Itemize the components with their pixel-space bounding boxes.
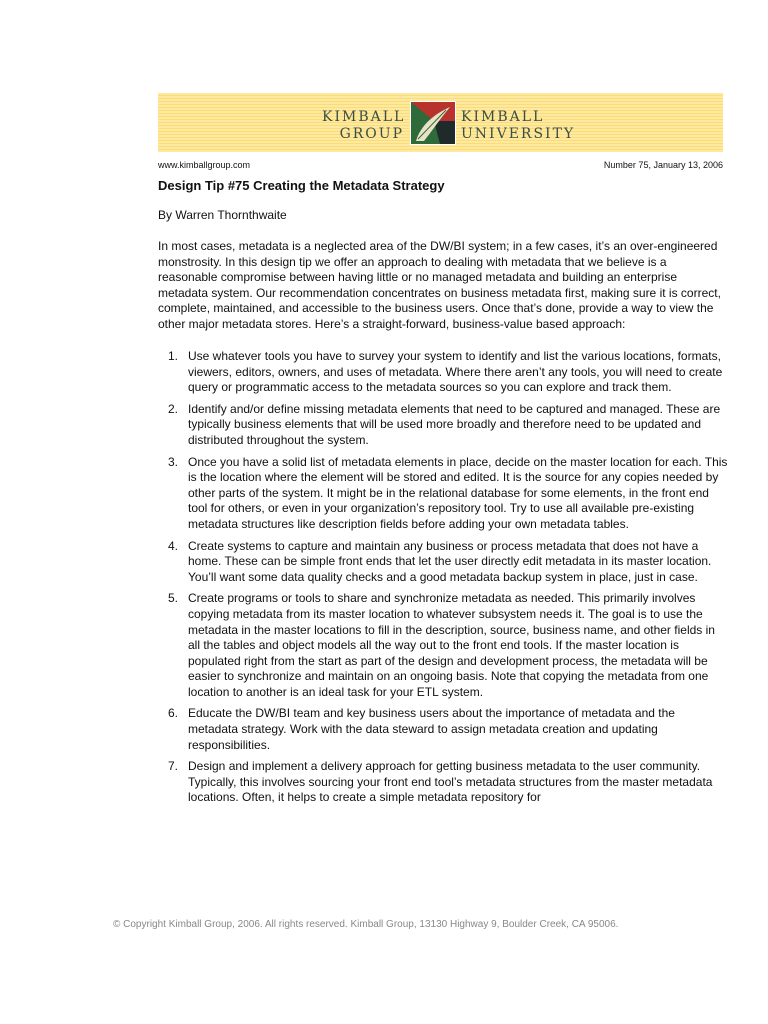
copyright-footer: © Copyright Kimball Group, 2006. All rights reserved. Kimball Group, 13130 Highway 9, Boulder Creek, CA 95006.	[113, 919, 619, 930]
meta-row	[158, 160, 723, 170]
step-text: Once you have a solid list of metadata elements in place, decide on the master location for each. This is the location where the element will be stored and edited. It is the source for any copies needed by other parts of the system. It might be in the relational database for some elements, in the front end tool for others, or even in your organization’s repository tool. Try to use all available pre-existing metadata structures like description fields before adding your own metadata tables.	[188, 454, 728, 531]
article-byline: By Warren Thornthwaite	[158, 208, 287, 222]
list-item	[158, 539, 728, 586]
step-number: 4.	[168, 538, 179, 553]
step-number: 6.	[168, 706, 179, 721]
list-item	[158, 402, 728, 449]
list-item	[158, 591, 728, 700]
step-text: Create systems to capture and maintain any business or process metadata that does not have a home. These can be simple front ends that let the user directly edit metadata in its master location. You’ll want some data quality checks and a good metadata backup system in place, just in case.	[188, 538, 712, 584]
brand-left-line1: KIMBALL	[322, 109, 406, 125]
brand-right-line1: KIMBALL	[461, 109, 545, 125]
step-number: 1.	[168, 349, 179, 363]
step-number: 7.	[168, 759, 179, 774]
step-text: Educate the DW/BI team and key business users about the importance of metadata and the metadata strategy. Work with the data steward to assign metadata creation and updating responsibilities.	[188, 706, 675, 752]
list-item	[158, 759, 728, 806]
kimball-group-wordmark	[322, 109, 404, 142]
kimball-logo-icon	[410, 101, 456, 145]
step-text: Create programs or tools to share and synchronize metadata as needed. This primarily involves copying metadata from its master location to whatever subsystem needs it. The goal is to use the metadata in the master locations to fill in the description, source, business name, and other fields in all the tables and object models all the way out to the front end tools. If the master location is populated right from the start as part of the design and development process, the metadata will be easier to synchronize and maintain on an ongoing basis. Note that copying the metadata from one location to another is an ideal task for your ETL system.	[188, 591, 715, 699]
step-number: 3.	[168, 454, 179, 469]
list-item	[158, 455, 728, 533]
step-text: Design and implement a delivery approach for getting business metadata to the user community. Typically, this involves sourcing your front end tool’s metadata structures from the master metadata locations. Often, it helps to create a simple metadata repository for	[188, 759, 713, 805]
brand-right-line2: UNIVERSITY	[461, 126, 576, 142]
website-link[interactable]: www.kimballgroup.com	[158, 160, 251, 170]
step-text: Use whatever tools you have to survey your system to identify and list the various locations, formats, viewers, editors, owners, and uses of metadata. Where there aren’t any tools, you will need to create query or programmatic access to the metadata sources so you can explore and track them.	[188, 349, 723, 395]
list-item	[158, 349, 728, 396]
kimball-university-wordmark	[461, 109, 575, 142]
steps-list	[158, 349, 728, 812]
step-number: 5.	[168, 591, 179, 606]
intro-paragraph: In most cases, metadata is a neglected area of the DW/BI system; in a few cases, it’s an over-engineered monstrosity. In this design tip we offer an approach to dealing with metadata that we believe is a reasonable compromise between having little or no managed metadata and building an enterprise metadata system. Our recommendation concentrates on business metadata first, making sure it is correct, complete, maintained, and accessible to the business users. Once that’s done, provide a way to view the other major metadata stores. Here’s a straight-forward, business-value based approach:	[158, 239, 721, 331]
step-text: Identify and/or define missing metadata elements that need to be captured and managed. These are typically business elements that will be used more broadly and therefore need to be updated and distributed throughout the system.	[188, 401, 721, 447]
step-number: 2.	[168, 401, 179, 416]
list-item	[158, 706, 728, 753]
header-banner	[158, 93, 723, 152]
issue-date: Number 75, January 13, 2006	[603, 160, 723, 170]
article-title: Design Tip #75 Creating the Metadata Strategy	[158, 178, 445, 193]
brand-left-line2: GROUP	[339, 126, 404, 142]
